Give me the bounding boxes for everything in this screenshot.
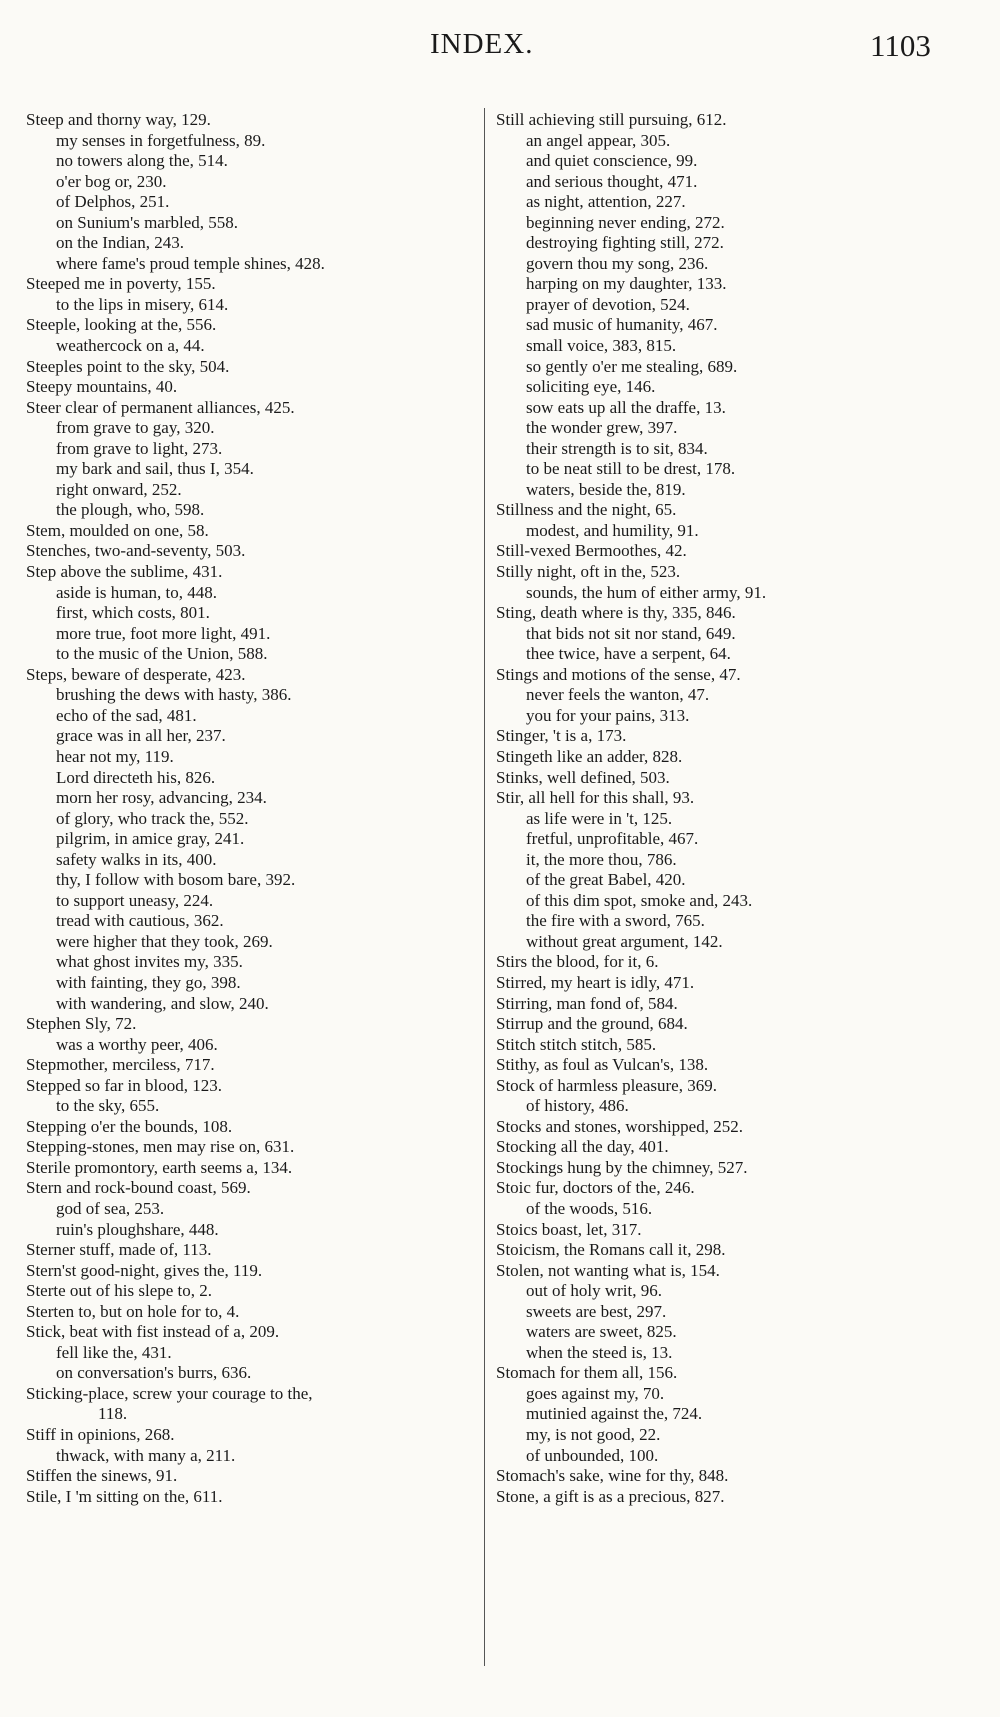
index-entry: Stir, all hell for this shall, 93. (496, 788, 695, 808)
index-subentry: to support uneasy, 224. (56, 890, 214, 910)
index-entry: Stephen Sly, 72. (26, 1014, 137, 1034)
index-entry: Steps, beware of desperate, 423. (26, 664, 246, 684)
index-entry: Stocks and stones, worshipped, 252. (496, 1116, 743, 1136)
index-subentry: morn her rosy, advancing, 234. (56, 788, 267, 808)
index-subentry: on conversation's burrs, 636. (56, 1363, 252, 1383)
index-entry: Stirred, my heart is idly, 471. (496, 972, 695, 992)
index-entry: Steepy mountains, 40. (26, 377, 178, 397)
index-subentry: of glory, who track the, 552. (56, 808, 249, 828)
index-subentry: on the Indian, 243. (56, 233, 184, 253)
index-subentry: to the music of the Union, 588. (56, 644, 268, 664)
index-entry: Stomach's sake, wine for thy, 848. (496, 1466, 729, 1486)
index-subentry: to the lips in misery, 614. (56, 294, 229, 314)
index-entry: Steeple, looking at the, 556. (26, 315, 217, 335)
index-entry: Stingeth like an adder, 828. (496, 746, 683, 766)
index-subentry: the fire with a sword, 765. (526, 911, 705, 931)
index-subentry: the plough, who, 598. (56, 500, 205, 520)
index-entry: Stocking all the day, 401. (496, 1137, 669, 1157)
index-subentry: was a worthy peer, 406. (56, 1034, 218, 1054)
index-entry: Stern and rock-bound coast, 569. (26, 1178, 251, 1198)
page-number: 1103 (870, 28, 931, 63)
left-index-column (26, 110, 476, 1507)
index-subentry: to the sky, 655. (56, 1096, 160, 1116)
index-entry-continuation: 118. (98, 1404, 128, 1424)
index-subentry: it, the more thou, 786. (526, 849, 677, 869)
index-subentry: harping on my daughter, 133. (526, 274, 727, 294)
index-subentry: on Sunium's marbled, 558. (56, 212, 239, 232)
index-subentry: modest, and humility, 91. (526, 520, 699, 540)
index-subentry: when the steed is, 13. (526, 1342, 673, 1362)
index-subentry: so gently o'er me stealing, 689. (526, 356, 738, 376)
index-subentry: echo of the sad, 481. (56, 705, 197, 725)
index-subentry: goes against my, 70. (526, 1383, 665, 1403)
index-subentry: ruin's ploughshare, 448. (56, 1219, 219, 1239)
index-subentry: o'er bog or, 230. (56, 171, 167, 191)
index-subentry: thwack, with many a, 211. (56, 1445, 236, 1465)
index-entry: Stepping-stones, men may rise on, 631. (26, 1137, 295, 1157)
index-subentry: what ghost invites my, 335. (56, 952, 243, 972)
index-subentry: waters are sweet, 825. (526, 1322, 677, 1342)
index-subentry: with wandering, and slow, 240. (56, 993, 269, 1013)
index-subentry: as night, attention, 227. (526, 192, 686, 212)
index-subentry: from grave to gay, 320. (56, 418, 215, 438)
index-entry: Stilly night, oft in the, 523. (496, 562, 681, 582)
index-subentry: beginning never ending, 272. (526, 212, 725, 232)
index-subentry: and quiet conscience, 99. (526, 151, 698, 171)
index-subentry: thy, I follow with bosom bare, 392. (56, 870, 296, 890)
index-subentry: waters, beside the, 819. (526, 479, 686, 499)
index-entry: Stiffen the sinews, 91. (26, 1466, 178, 1486)
index-entry: Steer clear of permanent alliances, 425. (26, 397, 295, 417)
index-subentry: out of holy writ, 96. (526, 1281, 662, 1301)
index-subentry: to be neat still to be drest, 178. (526, 459, 736, 479)
index-subentry: and serious thought, 471. (526, 171, 698, 191)
index-subentry: where fame's proud temple shines, 428. (56, 253, 325, 273)
index-entry: Stinks, well defined, 503. (496, 767, 670, 787)
index-subentry: tread with cautious, 362. (56, 911, 224, 931)
index-subentry: the wonder grew, 397. (526, 418, 678, 438)
index-subentry: my, is not good, 22. (526, 1425, 661, 1444)
index-entry: Stick, beat with fist instead of a, 209. (26, 1322, 280, 1342)
index-subentry: sweets are best, 297. (526, 1301, 667, 1321)
index-subentry: sad music of humanity, 467. (526, 315, 718, 335)
index-entry: Stenches, two-and-seventy, 503. (26, 541, 246, 561)
index-subentry: prayer of devotion, 524. (526, 294, 690, 314)
index-subentry: of Delphos, 251. (56, 192, 170, 212)
index-entry: Steeped me in poverty, 155. (26, 274, 216, 294)
index-entry: Stomach for them all, 156. (496, 1363, 678, 1383)
index-subentry: grace was in all her, 237. (56, 726, 226, 746)
index-entry: Stile, I 'm sitting on the, 611. (26, 1486, 223, 1506)
index-entry: Sterner stuff, made of, 113. (26, 1240, 212, 1260)
index-entry: Stolen, not wanting what is, 154. (496, 1260, 720, 1280)
index-subentry: an angel appear, 305. (526, 130, 671, 150)
index-entry: Stillness and the night, 65. (496, 500, 677, 520)
index-subentry: fell like the, 431. (56, 1342, 172, 1362)
index-entry: Stithy, as foul as Vulcan's, 138. (496, 1055, 709, 1075)
index-subentry: brushing the dews with hasty, 386. (56, 685, 292, 705)
index-subentry: sow eats up all the draffe, 13. (526, 397, 726, 417)
index-entry: Steeples point to the sky, 504. (26, 356, 230, 376)
index-entry: Sterile promontory, earth seems a, 134. (26, 1157, 293, 1177)
index-subentry: small voice, 383, 815. (526, 336, 677, 356)
index-entry: Stepping o'er the bounds, 108. (26, 1116, 233, 1136)
index-subentry: govern thou my song, 236. (526, 253, 709, 273)
index-subentry: from grave to light, 273. (56, 438, 223, 458)
index-entry: Step above the sublime, 431. (26, 562, 223, 582)
index-entry: Stirs the blood, for it, 6. (496, 952, 659, 972)
index-entry: Stoicism, the Romans call it, 298. (496, 1240, 726, 1260)
index-subentry: first, which costs, 801. (56, 603, 210, 623)
index-entry: Stoics boast, let, 317. (496, 1219, 642, 1239)
index-subentry: their strength is to sit, 834. (526, 438, 708, 458)
index-entry: Stone, a gift is as a precious, 827. (496, 1486, 725, 1506)
index-subentry: destroying fighting still, 272. (526, 233, 724, 253)
index-subentry: of history, 486. (526, 1096, 629, 1116)
right-index-column (496, 110, 956, 1507)
index-entry: Stiff in opinions, 268. (26, 1425, 175, 1444)
index-subentry: you for your pains, 313. (526, 705, 690, 725)
index-subentry: with fainting, they go, 398. (56, 972, 241, 992)
index-subentry: of the woods, 516. (526, 1198, 653, 1218)
index-entry: Stem, moulded on one, 58. (26, 520, 209, 540)
index-subentry: were higher that they took, 269. (56, 931, 273, 951)
index-entry: Stirring, man fond of, 584. (496, 993, 678, 1013)
index-entry: Stings and motions of the sense, 47. (496, 664, 741, 684)
index-subentry: mutinied against the, 724. (526, 1404, 703, 1424)
column-divider (484, 108, 485, 1666)
index-subentry: thee twice, have a serpent, 64. (526, 644, 731, 664)
index-entry: Steep and thorny way, 129. (26, 110, 211, 129)
index-entry: Sticking-place, screw your courage to the, (26, 1383, 313, 1403)
index-entry: Stepped so far in blood, 123. (26, 1075, 222, 1095)
index-subentry: no towers along the, 514. (56, 151, 228, 171)
index-subentry: as life were in 't, 125. (526, 808, 673, 828)
index-entry: Stockings hung by the chimney, 527. (496, 1157, 748, 1177)
index-subentry: my senses in forgetfulness, 89. (56, 130, 266, 150)
index-subentry: right onward, 252. (56, 479, 182, 499)
index-entry: Stitch stitch stitch, 585. (496, 1034, 657, 1054)
index-subentry: god of sea, 253. (56, 1198, 165, 1218)
index-entry: Still-vexed Bermoothes, 42. (496, 541, 687, 561)
index-subentry: without great argument, 142. (526, 931, 723, 951)
index-entry: Still achieving still pursuing, 612. (496, 110, 727, 129)
index-subentry: of this dim spot, smoke and, 243. (526, 890, 753, 910)
index-subentry: of unbounded, 100. (526, 1445, 659, 1465)
index-subentry: Lord directeth his, 826. (56, 767, 216, 787)
index-entry: Stinger, 't is a, 173. (496, 726, 627, 746)
index-subentry: aside is human, to, 448. (56, 582, 218, 602)
index-entry: Stock of harmless pleasure, 369. (496, 1075, 717, 1095)
index-subentry: sounds, the hum of either army, 91. (526, 582, 767, 602)
index-subentry: of the great Babel, 420. (526, 870, 686, 890)
index-entry: Stoic fur, doctors of the, 246. (496, 1178, 695, 1198)
index-subentry: more true, foot more light, 491. (56, 623, 271, 643)
index-entry: Stepmother, merciless, 717. (26, 1055, 215, 1075)
index-subentry: my bark and sail, thus I, 354. (56, 459, 254, 479)
index-subentry: weathercock on a, 44. (56, 336, 205, 356)
page-header (0, 28, 1000, 68)
index-subentry: that bids not sit nor stand, 649. (526, 623, 736, 643)
index-subentry: fretful, unprofitable, 467. (526, 829, 699, 849)
index-entry: Sterten to, but on hole for to, 4. (26, 1301, 240, 1321)
index-entry: Sterte out of his slepe to, 2. (26, 1281, 213, 1301)
index-subentry: safety walks in its, 400. (56, 849, 217, 869)
index-entry: Stirrup and the ground, 684. (496, 1014, 688, 1034)
index-entry: Stern'st good-night, gives the, 119. (26, 1260, 263, 1280)
index-entry: Sting, death where is thy, 335, 846. (496, 603, 736, 623)
index-title: INDEX. (430, 28, 534, 60)
index-subentry: hear not my, 119. (56, 746, 174, 766)
index-subentry: pilgrim, in amice gray, 241. (56, 829, 245, 849)
index-subentry: never feels the wanton, 47. (526, 685, 710, 705)
index-subentry: soliciting eye, 146. (526, 377, 656, 397)
